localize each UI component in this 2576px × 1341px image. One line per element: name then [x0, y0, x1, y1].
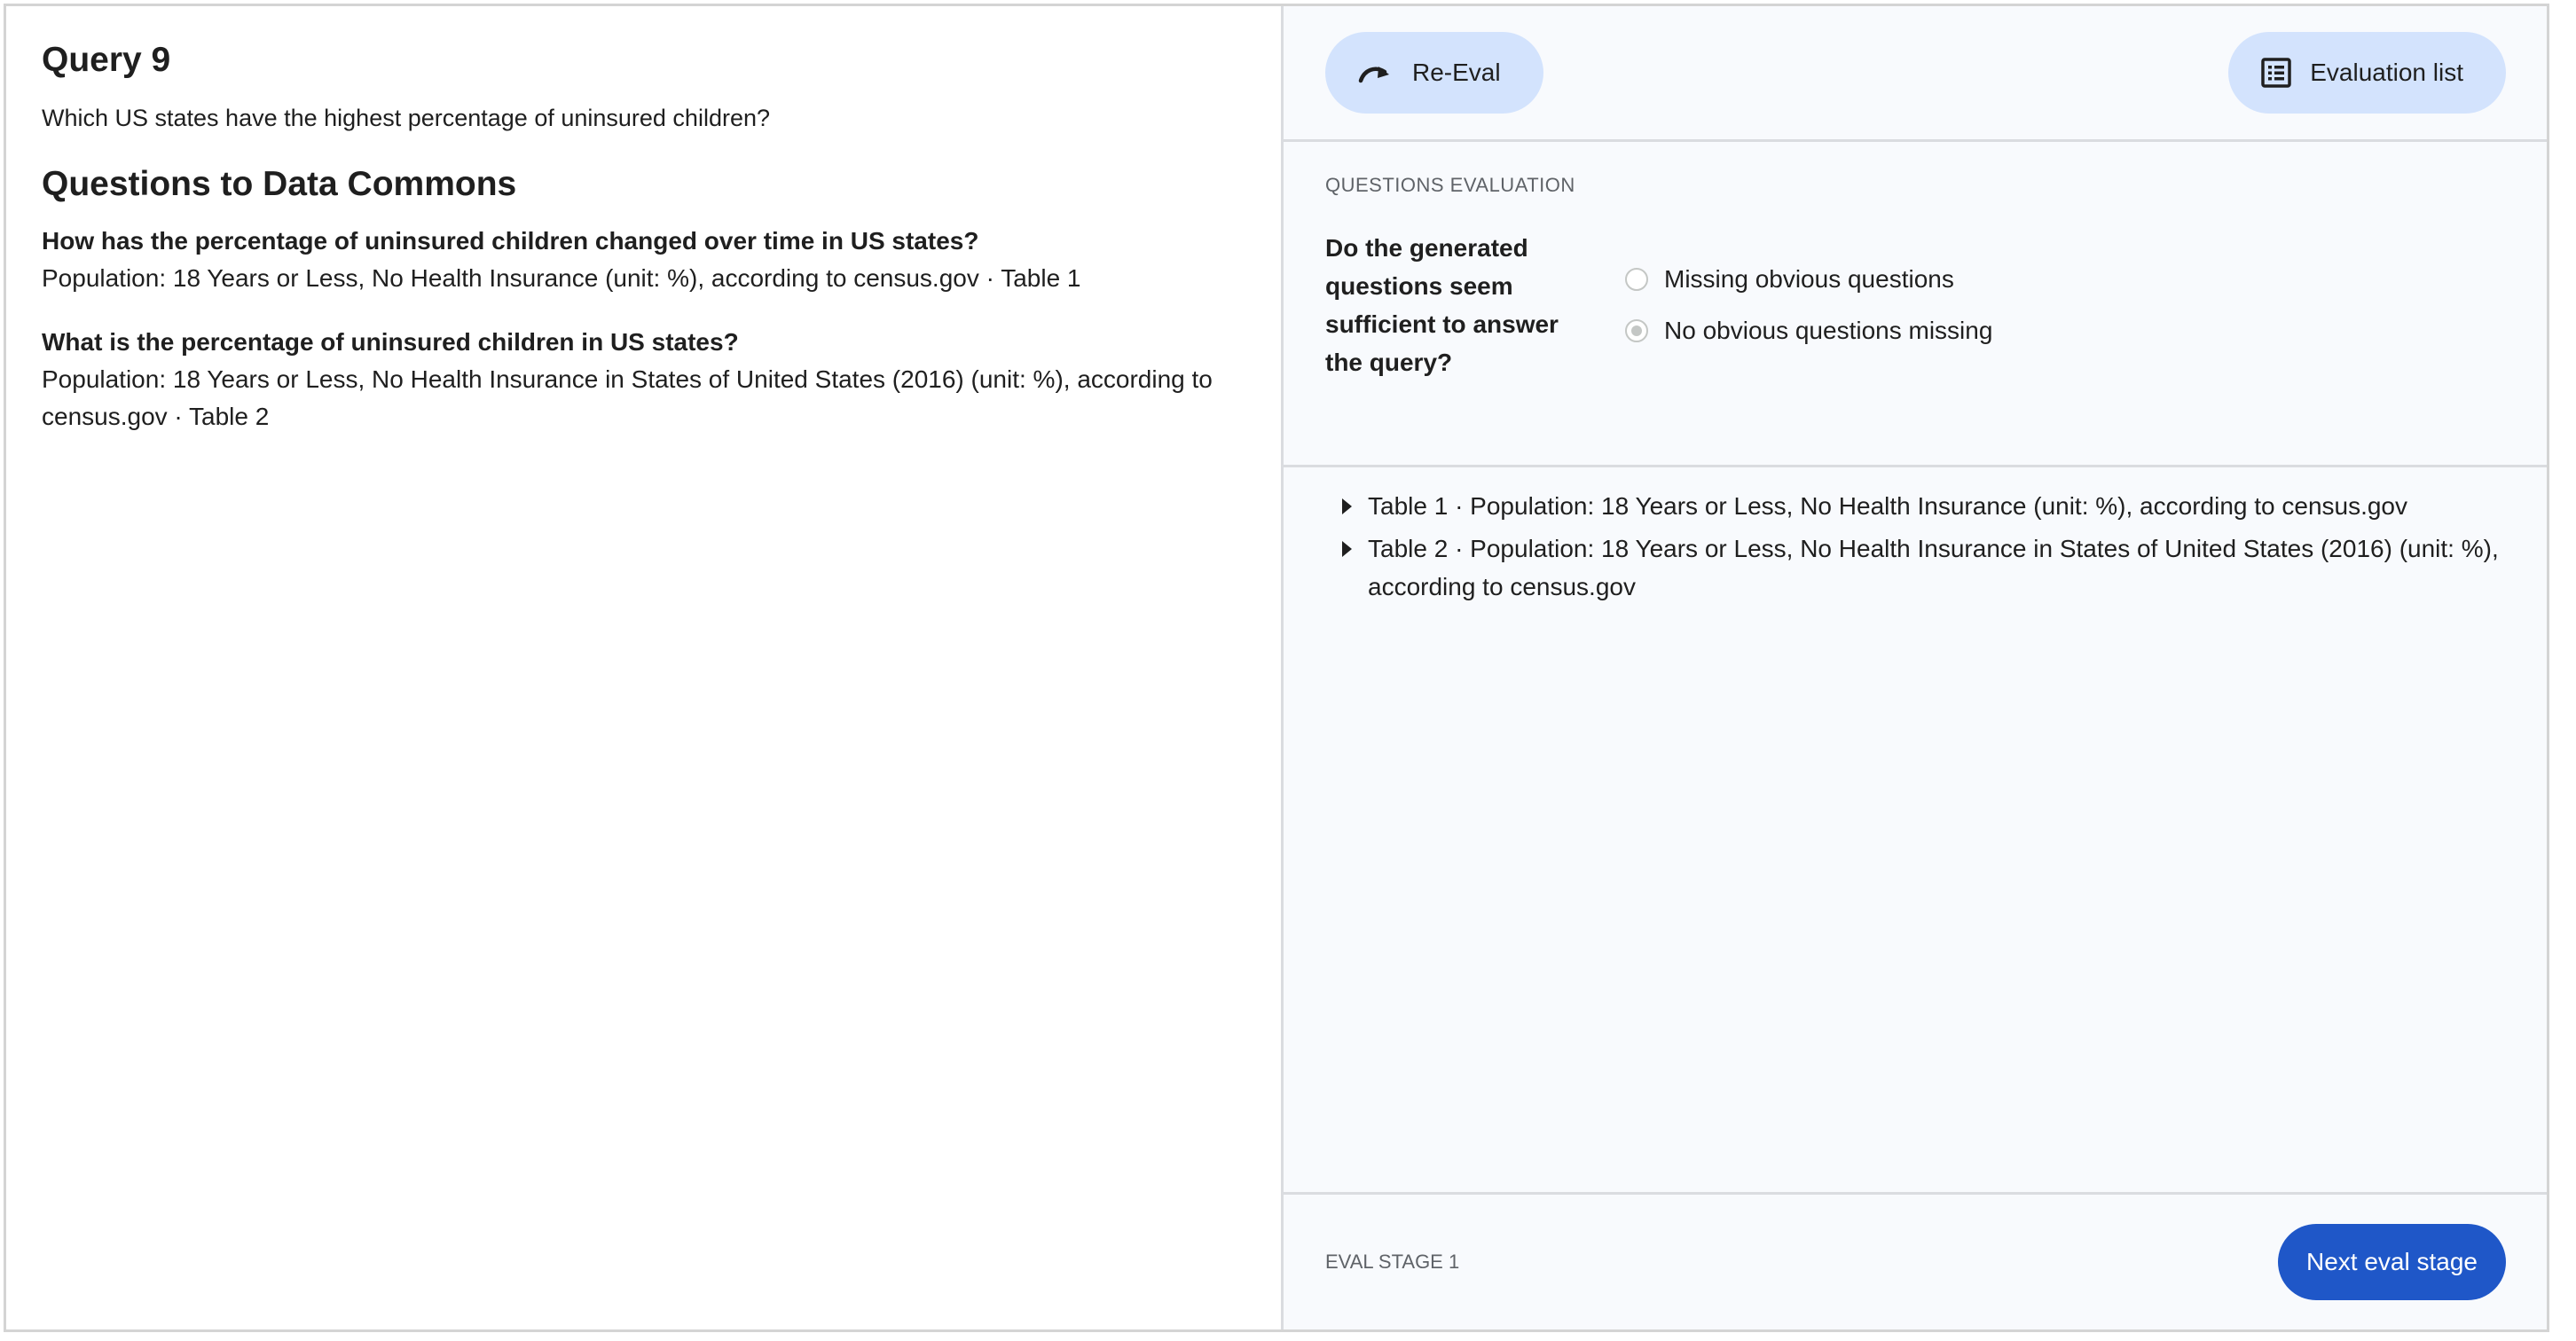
evaluation-question: Do the generated questions seem sufficient to answer the query?: [1325, 234, 1559, 376]
evaluation-row: [1325, 229, 2505, 381]
caret-right-icon: [1342, 541, 1352, 557]
radio-label: Missing obvious questions: [1664, 265, 1954, 293]
question-text: What is the percentage of uninsured children in US states?: [42, 328, 739, 356]
footer: [1284, 1192, 2547, 1329]
caret-right-icon: [1342, 498, 1352, 514]
evaluation-panel: [1284, 6, 2547, 1329]
radio-label: No obvious questions missing: [1664, 317, 1993, 344]
query-panel: [6, 6, 1284, 1329]
evaluation-heading: QUESTIONS EVALUATION: [1325, 174, 1575, 196]
question-block: [42, 324, 1245, 435]
app-frame: [4, 4, 2549, 1332]
evaluation-radio-group: [1625, 229, 1992, 381]
eval-stage-label: EVAL STAGE 1: [1325, 1251, 1460, 1273]
radio-button-selected[interactable]: [1625, 319, 1648, 342]
questions-evaluation-section: [1284, 142, 2547, 467]
question-block: [42, 223, 1245, 297]
evaluation-list-button[interactable]: [2228, 32, 2506, 114]
table-1-expander[interactable]: [1342, 487, 2505, 525]
questions-section-title: Questions to Data Commons: [42, 165, 517, 203]
table-label: Table 1 · Population: 18 Years or Less, No Health Insurance (unit: %), according to census.gov: [1368, 492, 2408, 520]
query-title: Query 9: [42, 41, 171, 79]
answer-text: Population: 18 Years or Less, No Health Insurance in States of United States (2016) (unit: %), according to census.gov · Table 2: [42, 365, 1213, 430]
evaluation-list-label: Evaluation list: [2310, 59, 2463, 86]
question-text: How has the percentage of uninsured children changed over time in US states?: [42, 227, 979, 255]
re-eval-button[interactable]: [1325, 32, 1543, 114]
radio-missing-obvious-questions[interactable]: [1625, 254, 1992, 305]
radio-button[interactable]: [1625, 268, 1648, 291]
toolbar: [1284, 6, 2547, 142]
next-eval-stage-button[interactable]: Next eval stage: [2278, 1224, 2506, 1300]
answer-text: Population: 18 Years or Less, No Health Insurance (unit: %), according to census.gov · Table 1: [42, 264, 1081, 292]
table-label: Table 2 · Population: 18 Years or Less, No Health Insurance in States of United States (2016) (unit: %), according to census.gov: [1368, 535, 2499, 600]
query-text: Which US states have the highest percentage of uninsured children?: [42, 105, 770, 131]
list-icon: [2260, 57, 2292, 89]
table-2-expander[interactable]: [1342, 529, 2505, 606]
radio-no-obvious-questions-missing[interactable]: [1625, 305, 1992, 357]
redo-icon: [1357, 62, 1394, 83]
re-eval-label: Re-Eval: [1412, 59, 1501, 86]
tables-list: [1284, 467, 2547, 606]
